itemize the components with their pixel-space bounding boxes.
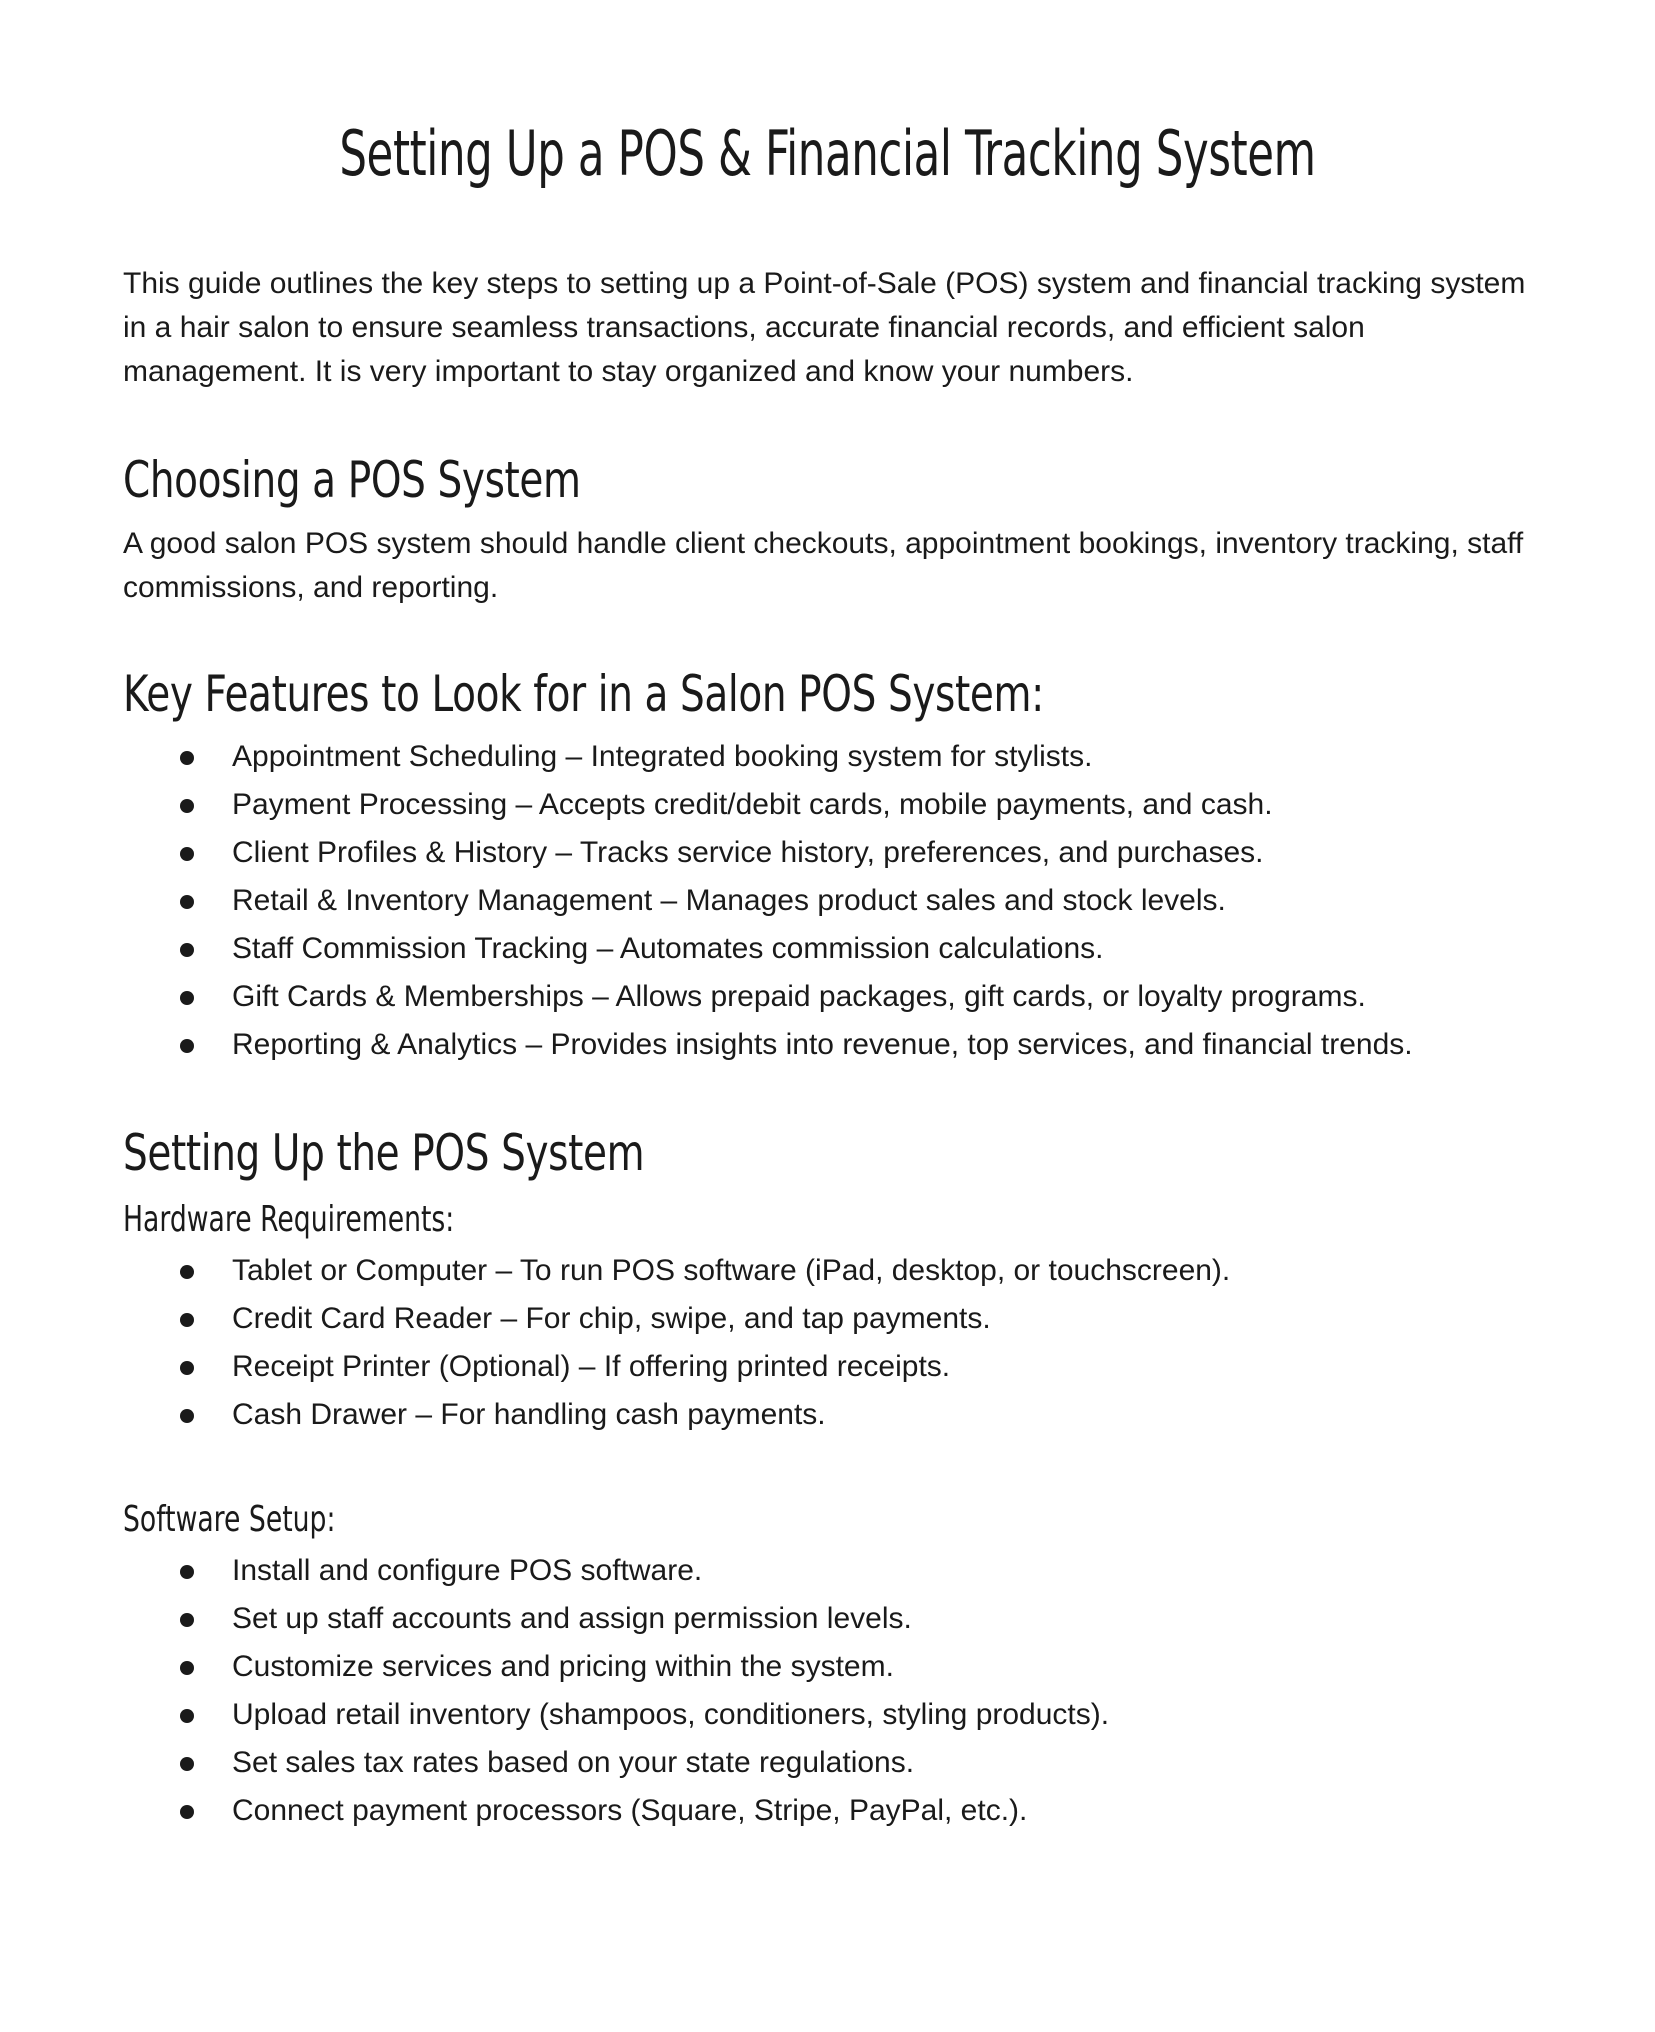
list-item-text: Credit Card Reader – For chip, swipe, and tap payments. [232, 1301, 991, 1335]
bullet-icon [180, 1757, 194, 1771]
list-item [123, 1249, 1553, 1293]
list-item-text: Install and configure POS software. [232, 1554, 703, 1588]
list-item [123, 1693, 1553, 1737]
section-text-choosing: A good salon POS system should handle client checkouts, appointment bookings, inventory tracking, staff commissions, and reporting. [123, 526, 1524, 604]
section-heading-setup: Setting Up the POS System [123, 1124, 645, 1182]
list-item-text: Customize services and pricing within the system. [232, 1650, 894, 1684]
list-item-text: Gift Cards & Memberships – Allows prepaid packages, gift cards, or loyalty programs. [232, 980, 1366, 1013]
list-item [123, 975, 1553, 1019]
bullet-icon [180, 847, 194, 861]
bullet-icon [180, 1265, 194, 1279]
bullet-icon [180, 1313, 194, 1327]
page-title: Setting Up a POS & Financial Tracking System [339, 117, 1316, 190]
intro-paragraph: This guide outlines the key steps to setting up a Point-of-Sale (POS) system and financial tracking system in a hair salon to ensure seamless transactions, accurate financial records, and efficient salon management. It is very important to stay organized and know your numbers. [123, 267, 1526, 388]
bullet-icon [180, 1361, 194, 1375]
bullet-icon [180, 1613, 194, 1627]
list-item-text: Payment Processing – Accepts credit/debit cards, mobile payments, and cash. [232, 788, 1273, 821]
list-item [123, 1789, 1553, 1833]
document-body [123, 262, 1553, 1891]
list-item-text: Receipt Printer (Optional) – If offering printed receipts. [232, 1349, 951, 1383]
software-list [123, 1549, 1553, 1833]
list-item-text: Set up staff accounts and assign permission levels. [232, 1602, 912, 1636]
bullet-icon [180, 1565, 194, 1579]
subheading-software: Software Setup: [123, 1498, 336, 1540]
list-item [123, 735, 1553, 779]
list-item [123, 1297, 1553, 1341]
bullet-icon [180, 1039, 194, 1053]
list-item-text: Connect payment processors (Square, Stripe, PayPal, etc.). [232, 1794, 1028, 1828]
list-item-text: Upload retail inventory (shampoos, conditioners, styling products). [232, 1698, 1110, 1732]
bullet-icon [180, 751, 194, 765]
list-item-text: Staff Commission Tracking – Automates commission calculations. [232, 932, 1104, 965]
list-item-text: Reporting & Analytics – Provides insights into revenue, top services, and financial trends. [232, 1028, 1413, 1061]
bullet-icon [180, 895, 194, 909]
bullet-icon [180, 1709, 194, 1723]
list-item [123, 1597, 1553, 1641]
list-item [123, 1023, 1553, 1067]
list-item [123, 1393, 1553, 1437]
section-heading-choosing: Choosing a POS System [123, 451, 581, 509]
list-item-text: Set sales tax rates based on your state regulations. [232, 1746, 915, 1780]
list-item [123, 927, 1553, 971]
features-list [123, 735, 1553, 1067]
list-item-text: Client Profiles & History – Tracks service history, preferences, and purchases. [232, 836, 1264, 869]
list-item [123, 1741, 1553, 1785]
list-item [123, 1345, 1553, 1389]
section-features [123, 666, 1553, 1068]
list-item [123, 1549, 1553, 1593]
section-choosing [123, 452, 1553, 610]
list-item [123, 879, 1553, 923]
list-item-text: Tablet or Computer – To run POS software (iPad, desktop, or touchscreen). [232, 1253, 1231, 1287]
bullet-icon [180, 991, 194, 1005]
bullet-icon [180, 799, 194, 813]
list-item [123, 783, 1553, 827]
list-item-text: Retail & Inventory Management – Manages product sales and stock levels. [232, 884, 1226, 917]
hardware-list [123, 1249, 1553, 1437]
section-setup [123, 1125, 1553, 1833]
list-item [123, 831, 1553, 875]
list-item-text: Appointment Scheduling – Integrated booking system for stylists. [232, 740, 1093, 773]
section-heading-features: Key Features to Look for in a Salon POS System: [123, 664, 1044, 723]
bullet-icon [180, 943, 194, 957]
bullet-icon [180, 1805, 194, 1819]
list-item [123, 1645, 1553, 1689]
list-item-text: Cash Drawer – For handling cash payments. [232, 1397, 826, 1431]
bullet-icon [180, 1661, 194, 1675]
bullet-icon [180, 1409, 194, 1423]
subheading-hardware: Hardware Requirements: [123, 1198, 455, 1240]
